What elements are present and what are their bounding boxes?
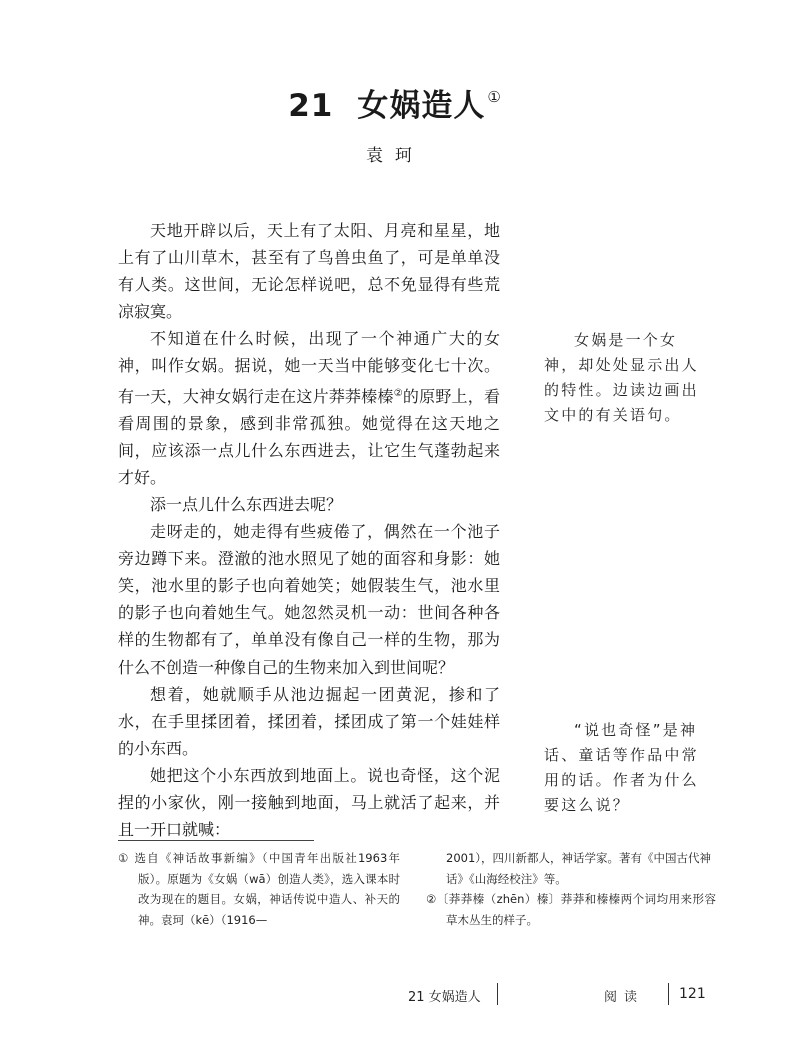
footnote-1-continued: 2001），四川新都人，神话学家。著有《中国古代神话》《山海经校注》等。: [446, 851, 712, 886]
page-number: 121: [679, 986, 706, 1002]
lesson-title-text: 女娲造人: [357, 88, 486, 124]
footnote-2: ②〔莽莽榛（zhēn）榛〕莽莽和榛榛两个词均用来形容草木丛生的样子。: [426, 892, 716, 927]
paragraph-2-part-2: 的原野上，看看周围的景象，感到非常孤独。她觉得在这天地之间，应该添一点儿什么东西进去，让它生气蓬勃起来才好。: [118, 386, 500, 487]
footnote-1: ① 选自《神话故事新编》（中国青年出版社1963年版）。原题为《女娲（wā）创造人类》，选入课本时改为现在的题目。女娲，神话传说中造人、补天的神。袁珂（kē）（1916—: [118, 851, 400, 927]
paragraph-2: [118, 325, 500, 491]
paragraph-2-part-1: 不知道在什么时候，出现了一个神通广大的女神，叫作女娲。据说，她一天当中能够变化七十次。有一天，大神女娲行走在这片莽莽榛榛: [118, 329, 500, 406]
footnotes-right-column: [426, 848, 716, 930]
footer-divider-2: [668, 983, 669, 1005]
footer-section: 阅读: [604, 990, 645, 1005]
footnotes-left-column: [118, 848, 400, 930]
side-note-1-text: 女娲是一个女神，却处处显示出人的特性。边读边画出文中的有关语句。: [544, 331, 699, 424]
side-note-1: [544, 328, 706, 428]
paragraph-4: 走呀走的，她走得有些疲倦了，偶然在一个池子旁边蹲下来。澄澈的池水照见了她的面容和身影：她笑，池水里的影子也向着她笑；她假装生气，池水里的影子也向着她生气。她忽然灵机一动：世间各种各样的生物都有了，单单没有像自己一样的生物，那为什么不创造一种像自己的生物来加入到世间呢？: [118, 522, 500, 677]
footer-divider-1: [497, 983, 498, 1005]
lesson-title: [0, 80, 790, 125]
paragraph-5: 想着，她就顺手从池边掘起一团黄泥，掺和了水，在手里揉团着，揉团着，揉团成了第一个娃娃样的小东西。: [118, 684, 500, 758]
paragraph-6: 她把这个小东西放到地面上。说也奇怪，这个泥捏的小家伙，刚一接触到地面，马上就活了起来，并且一开口就喊：: [118, 765, 500, 840]
footer-chapter: 21 女娲造人: [408, 990, 481, 1005]
lesson-number: 21: [288, 88, 334, 124]
side-note-2: [544, 718, 706, 818]
footnote-divider: [118, 840, 314, 841]
paragraph-3: 添一点儿什么东西进去呢？: [150, 494, 343, 514]
paragraph-1: 天地开辟以后，天上有了太阳、月亮和星星，地上有了山川草木，甚至有了鸟兽虫鱼了，可是单单没有人类。这世间，无论怎样说吧，总不免显得有些荒凉寂寞。: [118, 221, 500, 322]
main-text: [118, 217, 500, 843]
side-note-2-text: “说也奇怪”是神话、童话等作品中常用的话。作者为什么要这么说？: [544, 721, 699, 814]
author-name: 袁珂: [366, 146, 424, 166]
footnote-mark-2: ②: [393, 387, 403, 399]
title-footnote-mark: ①: [487, 88, 502, 106]
